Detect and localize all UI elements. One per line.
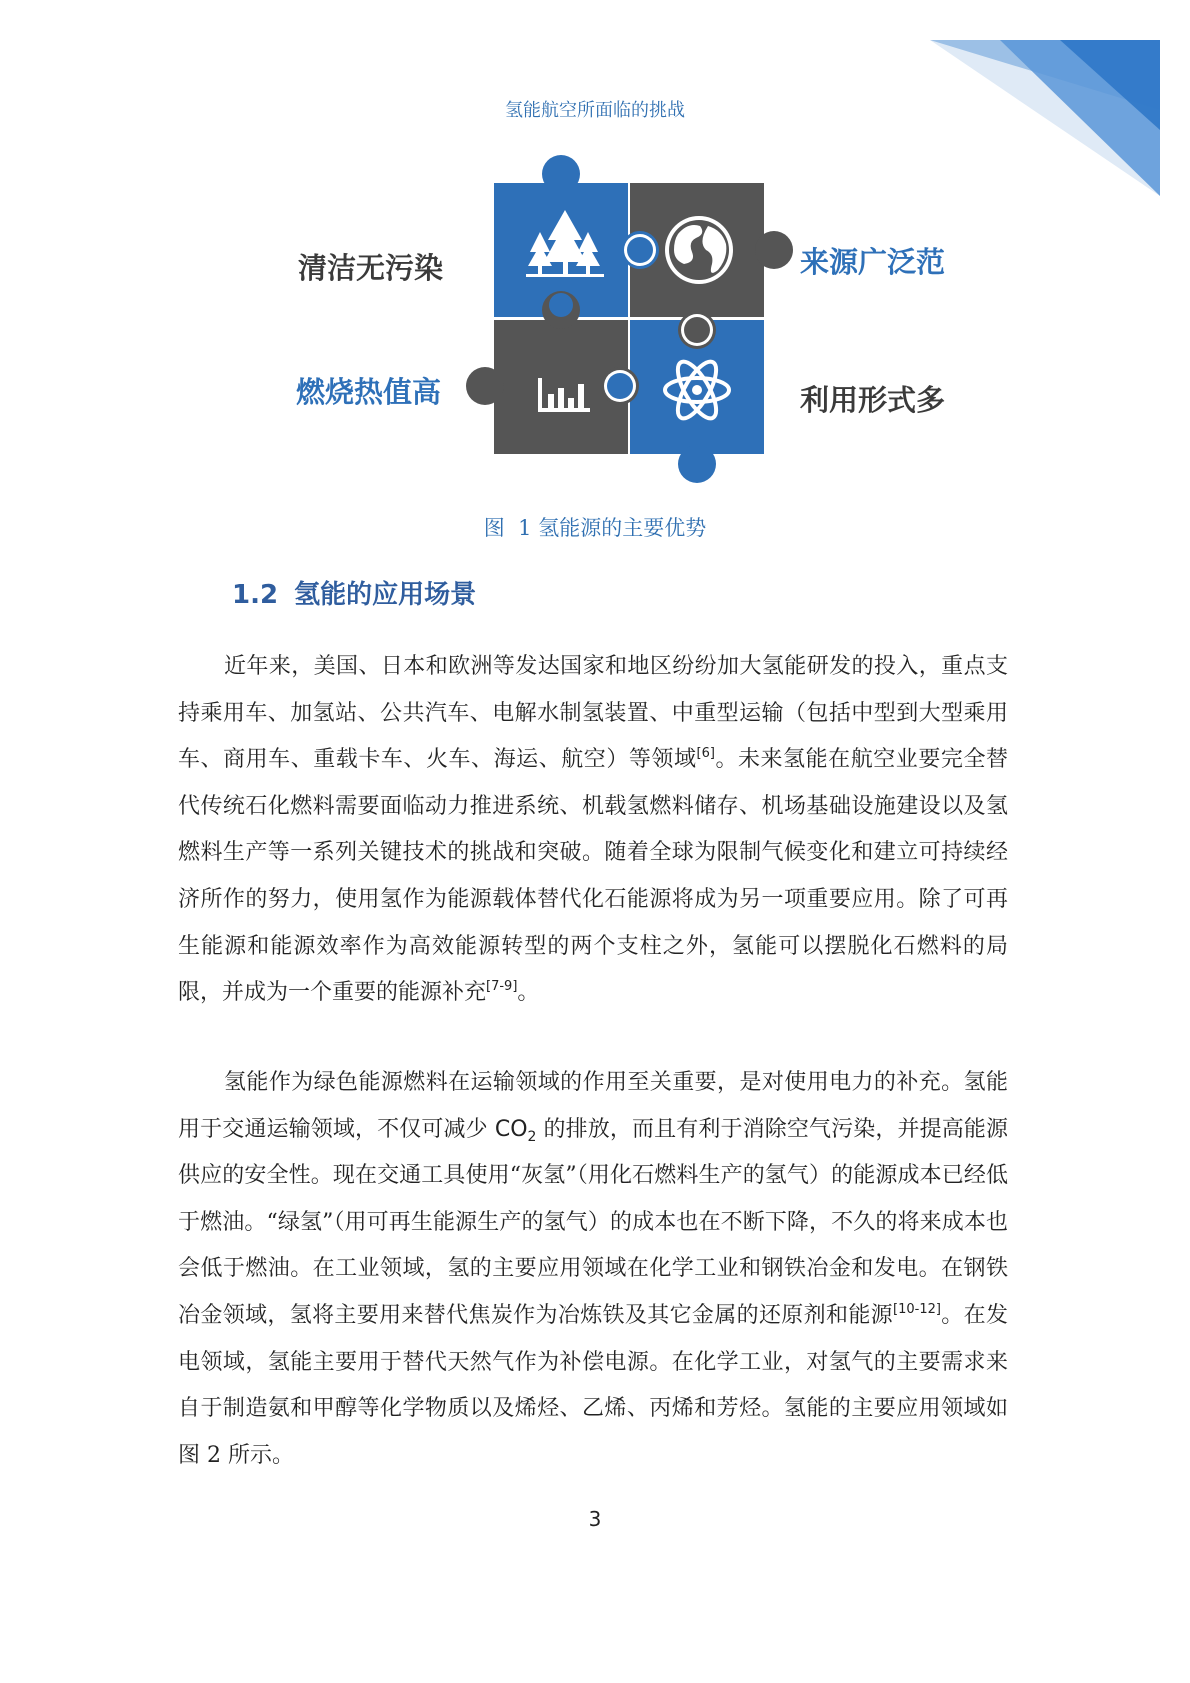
page-header: 氢能航空所面临的挑战 [505,100,685,121]
label-various-uses: 利用形式多 [800,383,946,417]
caption-number: 1 [518,516,532,540]
co2-main: CO [494,1116,528,1142]
paragraph-1-text-a: 近年来，美国、日本和欧洲等发达国家和地区纷纷加大氢能研发的投入，重点支持乘用车、加氢站、公共汽车、电解水制氢装置、中重型运输（包括中型到大型乘用车、商用车、重载卡车、火车、海运、航空）等领域 [178,654,1008,773]
globe-icon [665,216,733,284]
section-title: 氢能的应用场景 [294,580,477,610]
co2-formula [494,1116,537,1145]
paragraph-2 [178,1060,1008,1479]
label-high-heat: 燃烧热值高 [296,375,442,409]
caption-prefix: 图 [483,516,505,540]
citation-10-12: [10-12] [893,1301,941,1317]
advantages-puzzle-figure [0,140,1190,500]
section-number: 1.2 [232,580,279,610]
paragraph-2-text-b: 的排放，而且有利于消除空气污染，并提高能源供应的安全性。现在交通工具使用“灰氢”（用化石燃料生产的氢气）的能源成本已经低于燃油。“绿氢”（用可再生能源生产的氢气）的成本也在不断下降，不久的将来成本也会低于燃油。在工业领域，氢的主要应用领域在化学工业和钢铁冶金和发电。在钢铁冶金领域，氢将主要用来替代焦炭作为冶炼铁及其它金属的还原剂和能源 [178,1116,1008,1328]
paragraph-2-text-a: 氢能作为绿色能源燃料在运输领域的作用至关重要，是对使用电力的补充。氢能用于交通运输领域，不仅可减少 [178,1070,1008,1142]
paragraph-1-text-b: 。未来氢能在航空业要完全替代传统石化燃料需要面临动力推进系统、机载氢燃料储存、机场基础设施建设以及氢燃料生产等一系列关键技术的挑战和突破。随着全球为限制气候变化和建立可持续经济所作的努力，使用氢作为能源载体替代化石能源将成为另一项重要应用。除了可再生能源和能源效率作为高效能源转型的两个支柱之外，氢能可以摆脱化石燃料的局限，并成为一个重要的能源补充 [178,747,1008,1006]
citation-7-9: [7-9] [486,979,518,995]
page-number: 3 [588,1507,602,1531]
citation-6: [6] [696,746,715,762]
section-heading [232,574,476,611]
paragraph-1-text-c: 。 [517,980,540,1006]
paragraph-2-text-c: 。在发电领域，氢能主要用于替代天然气作为补偿电源。在化学工业，对氢气的主要需求来自于制造氨和甲醇等化学物质以及烯烃、乙烯、丙烯和芳烃。氢能的主要应用领域如图 2 所示。 [178,1302,1008,1468]
label-clean: 清洁无污染 [298,251,444,285]
label-wide-source: 来源广泛范 [800,245,946,279]
co2-subscript: 2 [527,1128,537,1145]
caption-text: 氢能源的主要优势 [538,516,707,540]
figure-caption [0,512,1190,542]
paragraph-1 [178,644,1008,1017]
